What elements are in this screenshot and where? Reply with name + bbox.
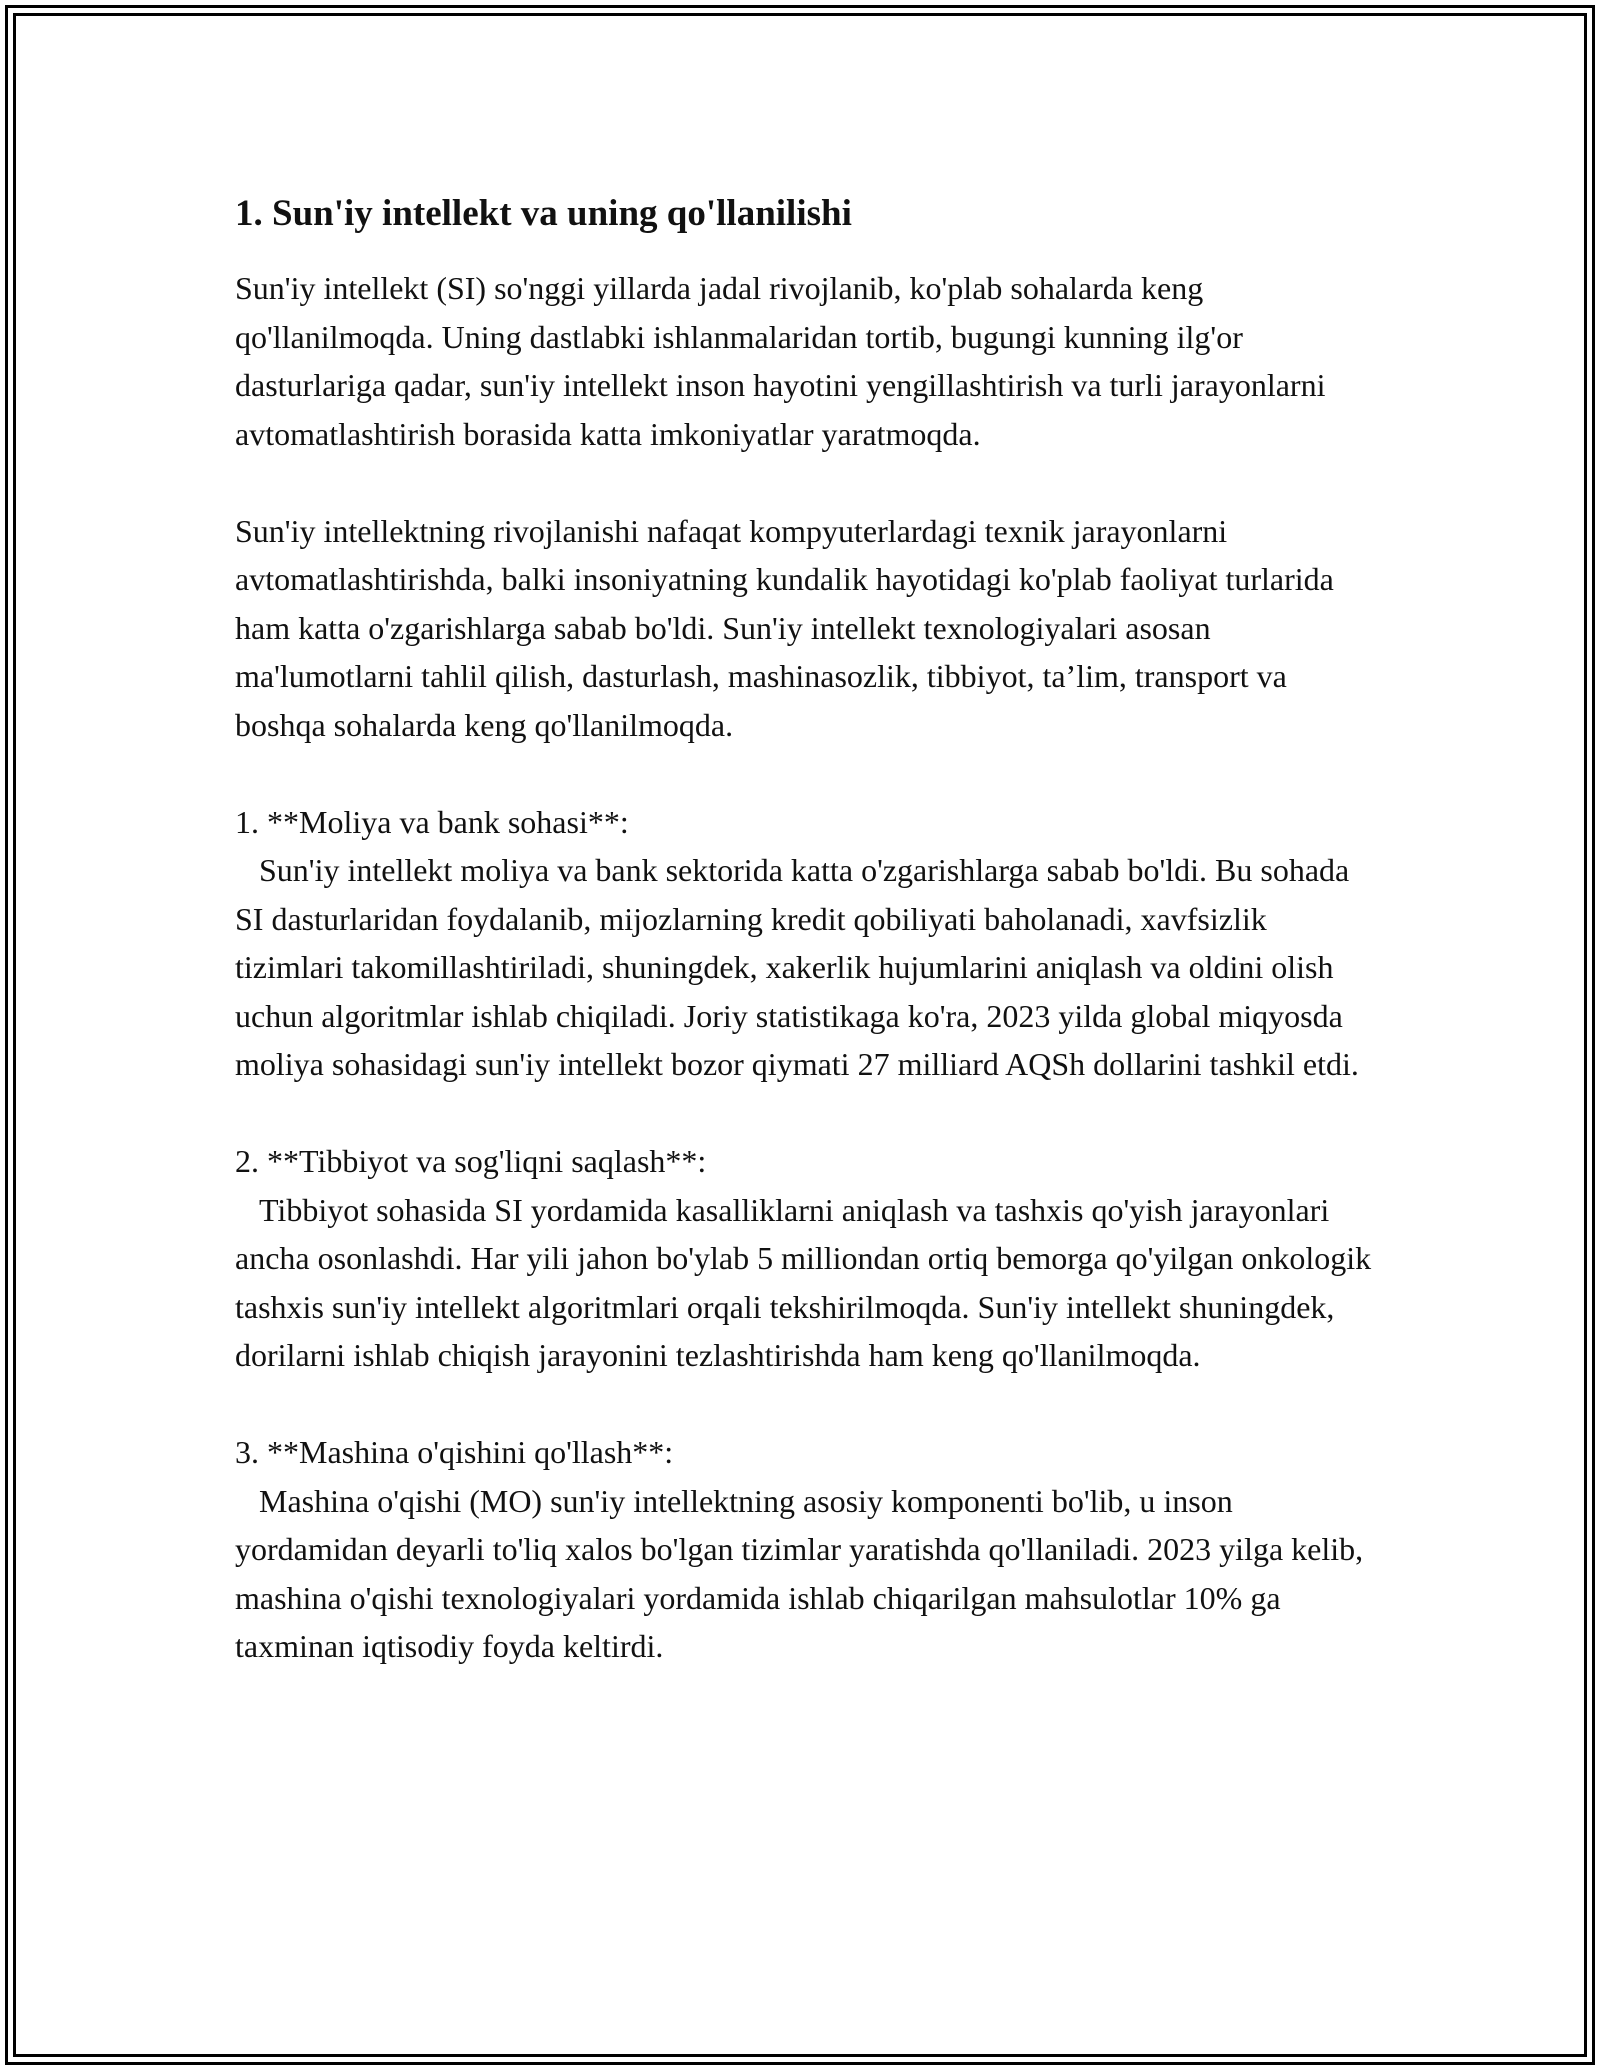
document-body — [235, 188, 1375, 1719]
paragraph-development: Sun'iy intellektning rivojlanishi nafaqat kompyuterlardagi texnik jarayonlarni avtomatlashtirishda, balki insoniyatning kundalik hayotidagi ko'plab faoliyat turlarida ham katta o'zgarishlarga sabab bo'ldi. Sun'iy intellekt texnologiyalari asosan ma'lumotlarni tahlil qilish, dasturlash, mashinasozlik, tibbiyot, ta’lim, transport va boshqa sohalarda keng qo'llanilmoqda. — [235, 512, 1334, 743]
list-item-body: Tibbiyot sohasida SI yordamida kasalliklarni aniqlash va tashxis qo'yish jarayonlari ancha osonlashdi. Har yili jahon bo'ylab 5 milliondan ortiq bemorga qo'yilgan onkologik tashxis sun'iy intellekt algoritmlari orqali tekshirilmoqda. Sun'iy intellekt shuningdek, dorilarni ishlab chiqish jarayonini tezlashtirishda ham keng qo'llanilmoqda. — [235, 1191, 1372, 1373]
list-item-body: Sun'iy intellekt moliya va bank sektorida katta o'zgarishlarga sabab bo'ldi. Bu sohada SI dasturlaridan foydalanib, mijozlarning kredit qobiliyati baholanadi, xavfsizlik tizimlari takomillashtiriladi, shuningdek, xakerlik hujumlarini aniqlash va oldini olish uchun algoritmlar ishlab chiqiladi. Joriy statistikaga ko'ra, 2023 yilda global miqyosda moliya sohasidagi sun'iy intellekt bozor qiymati 27 milliard AQSh dollarini tashkil etdi. — [235, 852, 1359, 1082]
document-title: 1. Sun'iy intellekt va uning qo'llanilishi — [235, 193, 852, 234]
list-item-heading: 2. **Tibbiyot va sog'liqni saqlash**: — [235, 1143, 707, 1179]
list-item-heading: 1. **Moliya va bank sohasi**: — [235, 803, 629, 840]
paragraph-intro: Sun'iy intellekt (SI) so'nggi yillarda jadal rivojlanib, ko'plab sohalarda keng qo'llanilmoqda. Uning dastlabki ishlanmalaridan tortib, bugungi kunning ilg'or dasturlariga qadar, sun'iy intellekt inson hayotini yengillashtirish va turli jarayonlarni avtomatlashtirish borasida katta imkoniyatlar yaratmoqda. — [235, 270, 1326, 452]
list-item-finance — [235, 798, 1375, 1089]
list-item-body: Mashina o'qishi (MO) sun'iy intellektning asosiy komponenti bo'lib, u inson yordamidan deyarli to'liq xalos bo'lgan tizimlar yaratishda qo'llaniladi. 2023 yilga kelib, mashina o'qishi texnologiyalari yordamida ishlab chiqarilgan mahsulotlar 10% ga taxminan iqtisodiy foyda keltirdi. — [235, 1482, 1364, 1664]
list-item-heading: 3. **Mashina o'qishini qo'llash**: — [235, 1434, 674, 1470]
list-item-medicine — [235, 1137, 1375, 1380]
list-item-machine-learning — [235, 1428, 1375, 1671]
